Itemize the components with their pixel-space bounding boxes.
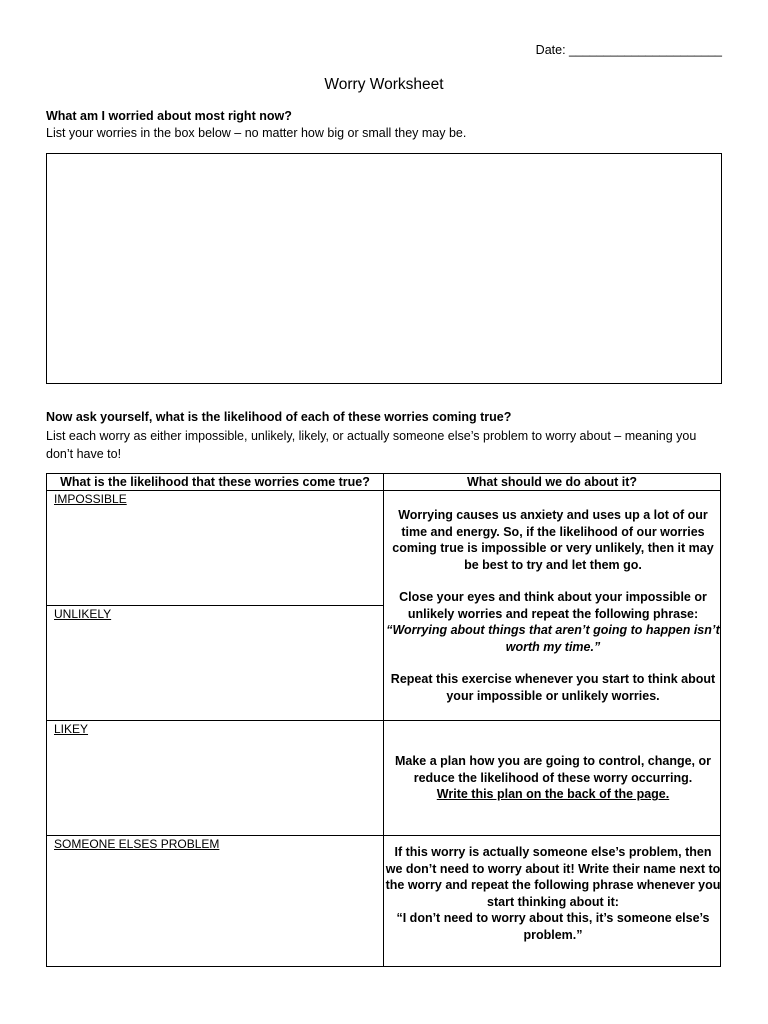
- advice-instruction-link: Write this plan on the back of the page.: [436, 787, 670, 801]
- section2-question: Now ask yourself, what is the likelihood of each of these worries coming true?: [46, 410, 512, 424]
- advice-someone-else: [385, 844, 721, 943]
- row-divider: [47, 720, 720, 721]
- row-label-impossible: IMPOSSIBLE: [54, 492, 127, 506]
- advice-quote: “Worrying about things that aren’t going to happen isn’t worth my time.”: [386, 623, 720, 654]
- advice-impossible-unlikely: [385, 507, 721, 704]
- advice-paragraph: Close your eyes and think about your impossible or unlikely worries and repeat the following phrase:: [399, 590, 707, 621]
- advice-paragraph: If this worry is actually someone else’s problem, then we don’t need to worry about it! Write their name next to the worry and repeat the following phrase whenever you start thinking about it:: [385, 845, 721, 909]
- row-divider: [47, 605, 384, 606]
- column-header-action: What should we do about it?: [466, 475, 638, 489]
- date-label: Date:: [535, 43, 566, 57]
- advice-quote: “I don’t need to worry about this, it’s someone else’s problem.”: [396, 911, 710, 942]
- row-divider: [47, 835, 720, 836]
- page-title: Worry Worksheet: [324, 76, 444, 93]
- row-label-likely: LIKEY: [54, 722, 89, 736]
- section2-instruction: List each worry as either impossible, unlikely, likely, or actually someone else’s problem to worry about – meaning you don’t have to!: [46, 429, 697, 461]
- date-line: [536, 43, 722, 57]
- date-field[interactable]: ______________________: [569, 43, 722, 57]
- advice-paragraph: Repeat this exercise whenever you start to think about your impossible or unlikely worries.: [390, 672, 716, 703]
- likelihood-table: [46, 473, 721, 967]
- section1-question: What am I worried about most right now?: [46, 109, 292, 123]
- column-header-likelihood: What is the likelihood that these worries come true?: [60, 475, 370, 489]
- worry-list-box[interactable]: [46, 153, 722, 384]
- row-label-unlikely: UNLIKELY: [54, 607, 112, 621]
- advice-paragraph: Worrying causes us anxiety and uses up a lot of our time and energy. So, if the likelihood of our worries coming true is impossible or very unlikely, then it may be best to try and let them go.: [392, 508, 714, 572]
- advice-likely: [385, 753, 721, 803]
- row-label-someone-else: SOMEONE ELSES PROBLEM: [54, 837, 220, 851]
- section1-instruction: List your worries in the box below – no matter how big or small they may be.: [46, 126, 467, 140]
- advice-paragraph: Make a plan how you are going to control, change, or reduce the likelihood of these worry occurring.: [394, 754, 711, 785]
